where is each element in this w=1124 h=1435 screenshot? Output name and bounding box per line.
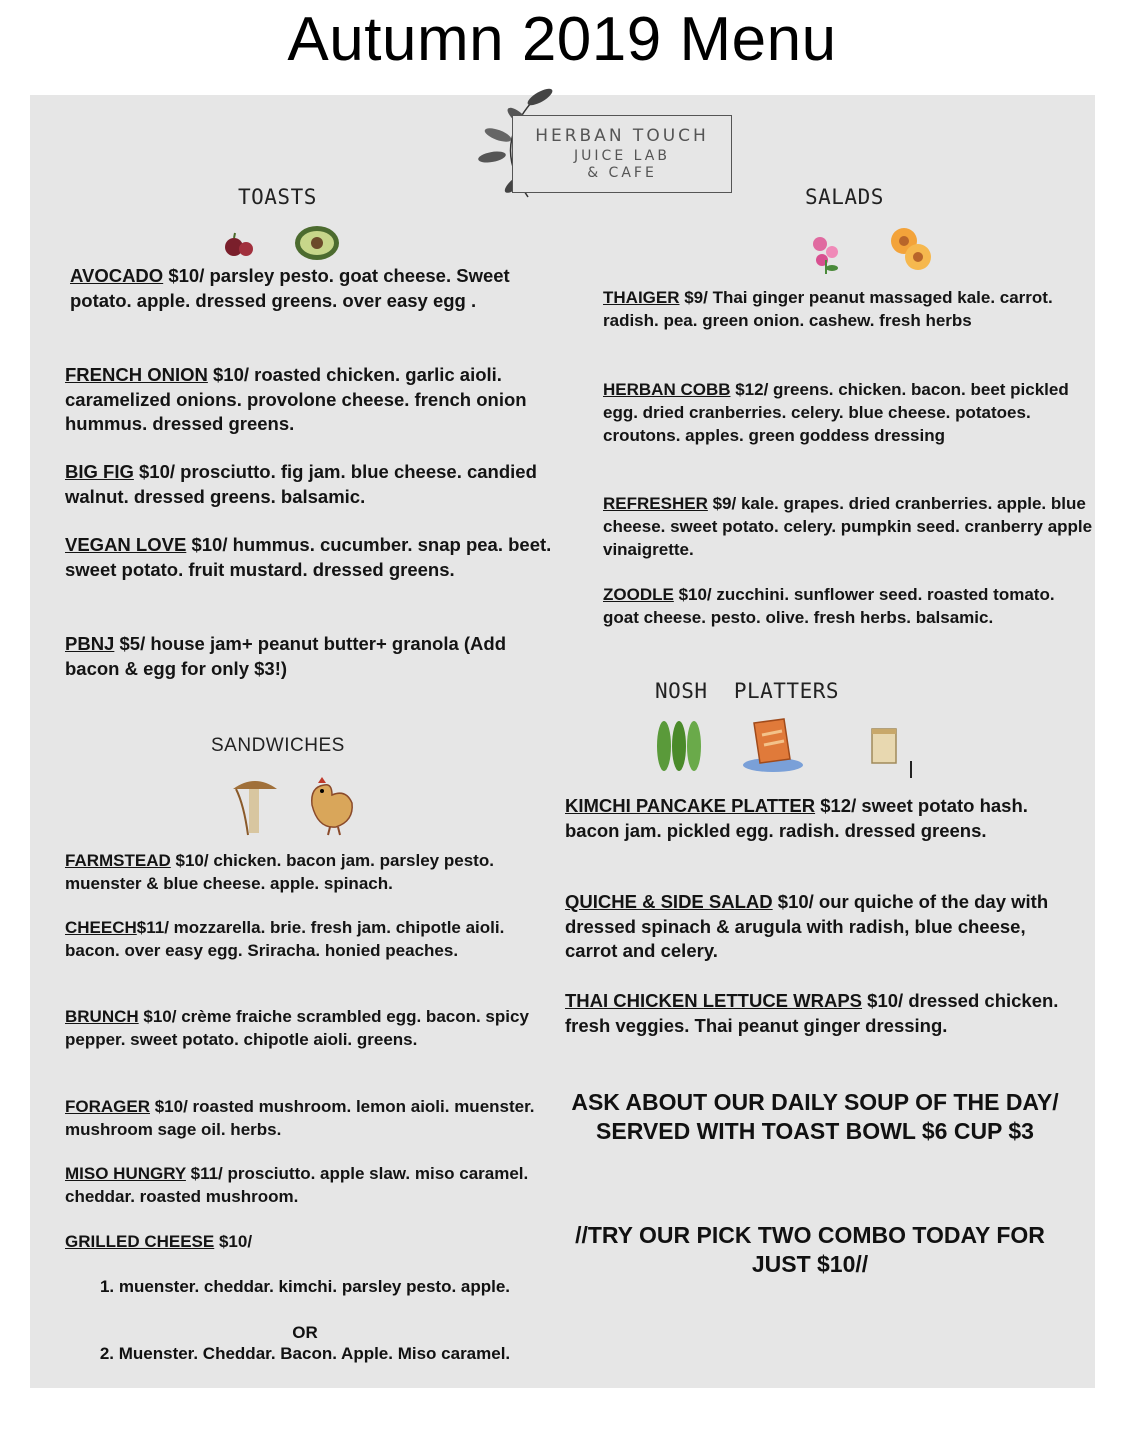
sandwich-item-desc: $10/ crème fraiche scrambled egg. bacon. spicy pepper. sweet potato. chipotle aioli. greens. bbox=[65, 1007, 529, 1049]
sandwich-item-desc: $10/ bbox=[214, 1232, 253, 1251]
sandwich-item bbox=[65, 849, 540, 895]
grilled-cheese-or: OR bbox=[292, 1323, 318, 1342]
logo-line-2: JUICE LAB bbox=[574, 148, 670, 164]
menu-panel bbox=[30, 95, 1095, 1388]
logo-line-1: HERBAN TOUCH bbox=[535, 126, 709, 146]
sandwich-item-name: FARMSTEAD bbox=[65, 851, 171, 870]
sandwich-item-name: GRILLED CHEESE bbox=[65, 1232, 215, 1251]
bread-icon bbox=[868, 723, 902, 767]
peas-icon bbox=[654, 717, 704, 775]
nosh-item bbox=[565, 890, 1065, 964]
salad-item-desc: $9/ Thai ginger peanut massaged kale. carrot. radish. pea. green onion. cashew. fresh herbs bbox=[603, 288, 1053, 330]
sandwich-item bbox=[65, 916, 540, 962]
toast-item-desc: $10/ parsley pesto. goat cheese. Sweet potato. apple. dressed greens. over easy egg . bbox=[70, 265, 510, 311]
nosh-item-desc: $12/ sweet potato hash. bacon jam. pickled egg. radish. dressed greens. bbox=[565, 795, 1028, 841]
sandwich-item bbox=[65, 1095, 540, 1141]
sandwich-item-name: BRUNCH bbox=[65, 1007, 139, 1026]
grilled-cheese-option-2: 2. Muenster. Cheddar. Bacon. Apple. Miso caramel. bbox=[99, 1344, 511, 1363]
sandwich-item-desc: $11/ prosciutto. apple slaw. miso caramel. cheddar. roasted mushroom. bbox=[65, 1164, 529, 1206]
sandwich-item-name: MISO HUNGRY bbox=[65, 1164, 186, 1183]
salad-item bbox=[603, 286, 1093, 332]
nosh-item-name: QUICHE & SIDE SALAD bbox=[565, 891, 773, 912]
logo-box bbox=[512, 115, 732, 193]
salad-item bbox=[603, 583, 1073, 629]
toast-item bbox=[65, 533, 565, 582]
toast-item bbox=[65, 632, 565, 681]
toast-item-name: BIG FIG bbox=[65, 461, 134, 482]
page-title: Autumn 2019 Menu bbox=[287, 5, 837, 74]
toast-item bbox=[65, 460, 565, 509]
nosh-item-desc: $10/ our quiche of the day with dressed spinach & arugula with radish, blue cheese, carrot and celery. bbox=[565, 891, 1049, 961]
pancake-icon bbox=[740, 715, 806, 775]
sandwich-item-desc: $11/ mozzarella. brie. fresh jam. chipotle aioli. bacon. over easy egg. Sriracha. honied peaches. bbox=[65, 918, 505, 960]
chicken-icon bbox=[302, 775, 358, 837]
salad-item-name: REFRESHER bbox=[603, 494, 708, 513]
toasts-heading: TOASTS bbox=[238, 185, 317, 209]
grilled-cheese-option-1: 1. muenster. cheddar. kimchi. parsley pesto. apple. bbox=[99, 1277, 511, 1296]
avocado-icon bbox=[292, 219, 342, 263]
toast-item-name: PBNJ bbox=[65, 633, 115, 654]
nosh-item bbox=[565, 989, 1065, 1038]
flower-icon bbox=[806, 230, 846, 276]
salad-item-name: HERBAN COBB bbox=[603, 380, 731, 399]
salad-item-name: THAIGER bbox=[603, 288, 680, 307]
salads-heading: SALADS bbox=[805, 185, 884, 209]
toast-item-name: AVOCADO bbox=[70, 265, 164, 286]
nosh-item bbox=[565, 794, 1065, 843]
salad-item-name: ZOODLE bbox=[603, 585, 674, 604]
logo-line-3: & CAFE bbox=[587, 165, 657, 181]
sandwich-item-desc: $10/ chicken. bacon jam. parsley pesto. muenster & blue cheese. apple. spinach. bbox=[65, 851, 494, 893]
divider-mark bbox=[910, 761, 912, 778]
toast-item-desc: $10/ roasted chicken. garlic aioli. caramelized onions. provolone cheese. french onion hummus. dressed greens. bbox=[65, 364, 527, 434]
sandwich-item bbox=[65, 1162, 540, 1208]
toast-item-desc: $10/ hummus. cucumber. snap pea. beet. sweet potato. fruit mustard. dressed greens. bbox=[65, 534, 552, 580]
nosh-item-desc: $10/ dressed chicken. fresh veggies. Thai peanut ginger dressing. bbox=[565, 990, 1059, 1036]
toast-item-name: VEGAN LOVE bbox=[65, 534, 187, 555]
soup-note: ASK ABOUT OUR DAILY SOUP OF THE DAY/ SERVED WITH TOAST BOWL $6 CUP $3 bbox=[571, 1089, 1059, 1144]
nosh-item-name: KIMCHI PANCAKE PLATTER bbox=[565, 795, 816, 816]
sandwich-item-name: FORAGER bbox=[65, 1097, 150, 1116]
sandwich-item bbox=[65, 1230, 540, 1253]
salad-item bbox=[603, 378, 1093, 447]
salad-item-desc: $12/ greens. chicken. bacon. beet pickled egg. dried cranberries. celery. blue cheese. potatoes. croutons. apples. green goddess dressing bbox=[603, 380, 1069, 445]
toast-item bbox=[65, 363, 565, 437]
salad-item-desc: $9/ kale. grapes. dried cranberries. apple. blue cheese. sweet potato. celery. pumpkin seed. cranberry apple vinaigrette. bbox=[603, 494, 1093, 559]
toast-item bbox=[70, 264, 570, 313]
fig-icon bbox=[222, 231, 256, 261]
toast-item-name: FRENCH ONION bbox=[65, 364, 208, 385]
mushroom-icon bbox=[230, 775, 280, 837]
nosh-item-name: THAI CHICKEN LETTUCE WRAPS bbox=[565, 990, 863, 1011]
sandwich-item-desc: $10/ roasted mushroom. lemon aioli. muenster. mushroom sage oil. herbs. bbox=[65, 1097, 535, 1139]
sandwiches-heading: SANDWICHES bbox=[211, 735, 345, 756]
sandwich-item bbox=[65, 1005, 540, 1051]
toast-item-desc: $5/ house jam+ peanut butter+ granola (Add bacon & egg for only $3!) bbox=[65, 633, 507, 679]
sandwich-item-name: CHEECH bbox=[65, 918, 137, 937]
salad-item bbox=[603, 492, 1093, 561]
salad-item-desc: $10/ zucchini. sunflower seed. roasted tomato. goat cheese. pesto. olive. fresh herbs. balsamic. bbox=[603, 585, 1055, 627]
toast-item-desc: $10/ prosciutto. fig jam. blue cheese. candied walnut. dressed greens. balsamic. bbox=[65, 461, 537, 507]
nosh-heading: NOSH PLATTERS bbox=[655, 679, 840, 703]
peach-icon bbox=[882, 223, 938, 275]
logo bbox=[480, 95, 760, 215]
combo-note: //TRY OUR PICK TWO COMBO TODAY FOR JUST $10// bbox=[575, 1222, 1045, 1277]
